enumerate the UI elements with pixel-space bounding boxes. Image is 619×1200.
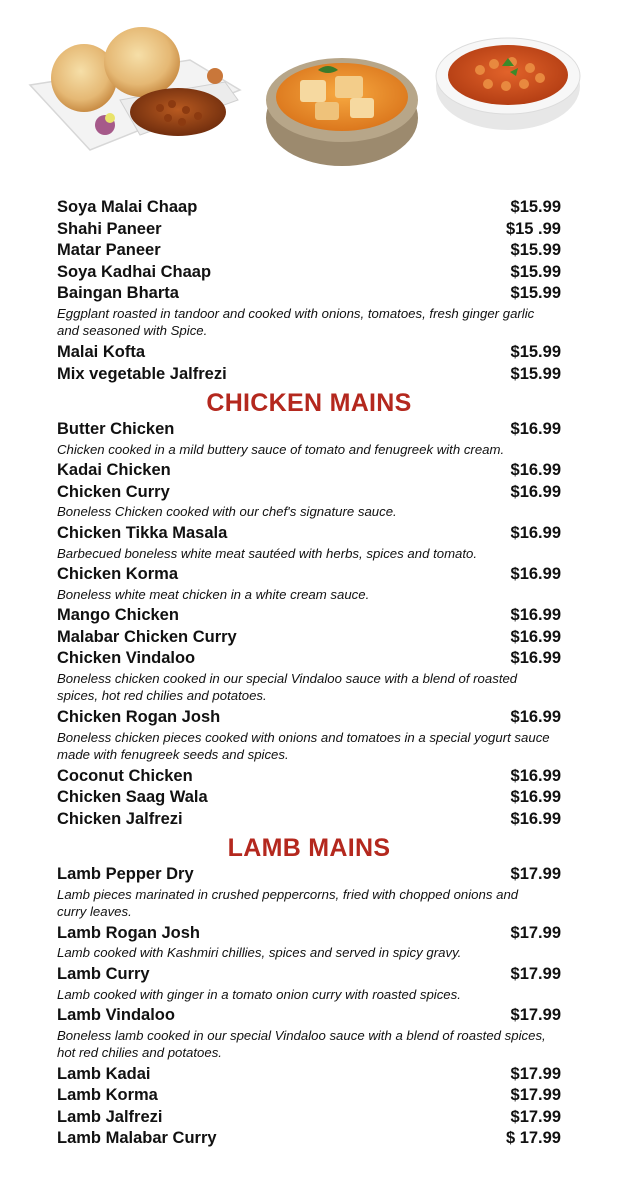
menu-item bbox=[57, 964, 561, 986]
item-name: Lamb Pepper Dry bbox=[57, 865, 194, 884]
menu-item bbox=[57, 1005, 561, 1027]
item-description: Boneless chicken cooked in our special Vindaloo sauce with a blend of roasted spices, hot red chilies and potatoes. bbox=[57, 670, 518, 704]
item-price: $16.99 bbox=[510, 420, 561, 439]
menu-item bbox=[57, 283, 561, 305]
menu-item bbox=[57, 219, 561, 241]
item-name: Shahi Paneer bbox=[57, 219, 162, 238]
item-name: Mix vegetable Jalfrezi bbox=[57, 364, 227, 383]
item-price: $15.99 bbox=[510, 342, 561, 361]
item-description: Boneless lamb cooked in our special Vindaloo sauce with a blend of roasted spices, hot red chilies and potatoes. bbox=[57, 1027, 546, 1061]
item-name: Chicken Rogan Josh bbox=[57, 707, 221, 726]
item-price: $15.99 bbox=[510, 198, 561, 216]
menu-item bbox=[57, 419, 561, 441]
menu-item bbox=[57, 923, 561, 945]
item-name: Chicken Saag Wala bbox=[57, 788, 208, 807]
item-price: $15.99 bbox=[510, 284, 561, 303]
menu-item bbox=[57, 262, 561, 284]
menu-item bbox=[57, 707, 561, 729]
item-price: $ 17.99 bbox=[505, 1129, 561, 1148]
item-name: Matar Paneer bbox=[57, 241, 161, 260]
item-price: $16.99 bbox=[510, 461, 561, 480]
item-name: Malabar Chicken Curry bbox=[57, 627, 237, 646]
chicken-items bbox=[57, 419, 561, 830]
item-price: $16.99 bbox=[510, 707, 561, 726]
item-name: Chicken Tikka Masala bbox=[57, 523, 228, 542]
item-name: Coconut Chicken bbox=[57, 766, 193, 785]
poori-chole-platter bbox=[30, 27, 240, 150]
item-name: Chicken Jalfrezi bbox=[57, 809, 183, 828]
item-name: Chicken Vindaloo bbox=[57, 649, 196, 668]
item-price: $16.99 bbox=[510, 809, 561, 828]
item-price: $16.99 bbox=[510, 482, 561, 501]
item-price: $16.99 bbox=[510, 606, 561, 625]
item-name: Lamb Jalfrezi bbox=[57, 1107, 163, 1126]
menu-item bbox=[57, 809, 561, 831]
item-price: $17.99 bbox=[510, 1006, 561, 1025]
item-name: Lamb Curry bbox=[57, 964, 150, 983]
menu-item bbox=[57, 1064, 561, 1086]
item-description: Barbecued boneless white meat sautéed with herbs, spices and tomato. bbox=[57, 545, 478, 561]
item-name: Mango Chicken bbox=[57, 606, 179, 625]
item-price: $16.99 bbox=[510, 788, 561, 807]
item-description: Lamb pieces marinated in crushed peppercorns, fried with chopped onions and curry leaves. bbox=[57, 886, 519, 920]
menu-item bbox=[57, 605, 561, 627]
item-name: Chicken Curry bbox=[57, 482, 170, 501]
lamb-items bbox=[57, 864, 561, 1150]
menu-item bbox=[57, 482, 561, 504]
menu-item bbox=[57, 627, 561, 649]
item-price: $16.99 bbox=[510, 766, 561, 785]
item-price: $16.99 bbox=[510, 649, 561, 668]
item-description: Lamb cooked with ginger in a tomato onion curry with roasted spices. bbox=[57, 986, 461, 1002]
item-price: $15 .99 bbox=[505, 219, 561, 238]
menu-item bbox=[57, 240, 561, 262]
item-price: $17.99 bbox=[510, 1064, 561, 1083]
menu-list bbox=[57, 197, 561, 1150]
paneer-curry-bowl bbox=[266, 58, 418, 166]
item-name: Soya Malai Chaap bbox=[57, 198, 198, 216]
item-name: Lamb Kadai bbox=[57, 1064, 151, 1083]
menu-item bbox=[57, 864, 561, 886]
menu-item bbox=[57, 1085, 561, 1107]
menu-item bbox=[57, 1128, 561, 1150]
item-price: $16.99 bbox=[510, 523, 561, 542]
item-price: $15.99 bbox=[510, 241, 561, 260]
item-price: $15.99 bbox=[510, 364, 561, 383]
item-name: Lamb Korma bbox=[57, 1086, 158, 1105]
menu-item bbox=[57, 648, 561, 670]
item-price: $17.99 bbox=[510, 1107, 561, 1126]
section-title-chicken: CHICKEN MAINS bbox=[206, 389, 412, 418]
food-images-banner bbox=[0, 0, 619, 180]
item-price: $17.99 bbox=[510, 964, 561, 983]
item-price: $17.99 bbox=[510, 923, 561, 942]
menu-item bbox=[57, 766, 561, 788]
item-name: Malai Kofta bbox=[57, 342, 146, 361]
section-title-lamb: LAMB MAINS bbox=[227, 834, 391, 863]
item-name: Soya Kadhai Chaap bbox=[57, 262, 212, 281]
chana-masala-bowl bbox=[436, 38, 580, 130]
menu-item bbox=[57, 787, 561, 809]
item-price: $17.99 bbox=[510, 1086, 561, 1105]
item-description: Chicken cooked in a mild buttery sauce of tomato and fenugreek with cream. bbox=[57, 441, 505, 457]
item-name: Baingan Bharta bbox=[57, 284, 179, 303]
item-name: Lamb Rogan Josh bbox=[57, 923, 201, 942]
item-price: $16.99 bbox=[510, 565, 561, 584]
menu-item bbox=[57, 197, 561, 219]
menu-item bbox=[57, 564, 561, 586]
menu-item bbox=[57, 460, 561, 482]
menu-item bbox=[57, 342, 561, 364]
item-description: Boneless chicken pieces cooked with onions and tomatoes in a special yogurt sauce made with fenugreek seeds and spices. bbox=[57, 729, 550, 762]
item-price: $16.99 bbox=[510, 627, 561, 646]
item-price: $17.99 bbox=[510, 865, 561, 884]
item-price: $15.99 bbox=[510, 262, 561, 281]
item-name: Butter Chicken bbox=[57, 420, 175, 439]
item-description: Lamb cooked with Kashmiri chillies, spices and served in spicy gravy. bbox=[57, 945, 462, 961]
item-name: Kadai Chicken bbox=[57, 461, 171, 480]
menu-item bbox=[57, 364, 561, 386]
item-description: Boneless Chicken cooked with our chef's signature sauce. bbox=[57, 504, 397, 520]
menu-item bbox=[57, 1107, 561, 1129]
item-name: Lamb Vindaloo bbox=[57, 1006, 175, 1025]
item-name: Chicken Korma bbox=[57, 565, 179, 584]
item-name: Lamb Malabar Curry bbox=[57, 1129, 217, 1148]
menu-item bbox=[57, 523, 561, 545]
veg-items bbox=[57, 197, 561, 385]
item-description: Eggplant roasted in tandoor and cooked with onions, tomatoes, fresh ginger garlic and seasoned with Spice. bbox=[57, 305, 535, 339]
item-description: Boneless white meat chicken in a white cream sauce. bbox=[57, 586, 370, 602]
